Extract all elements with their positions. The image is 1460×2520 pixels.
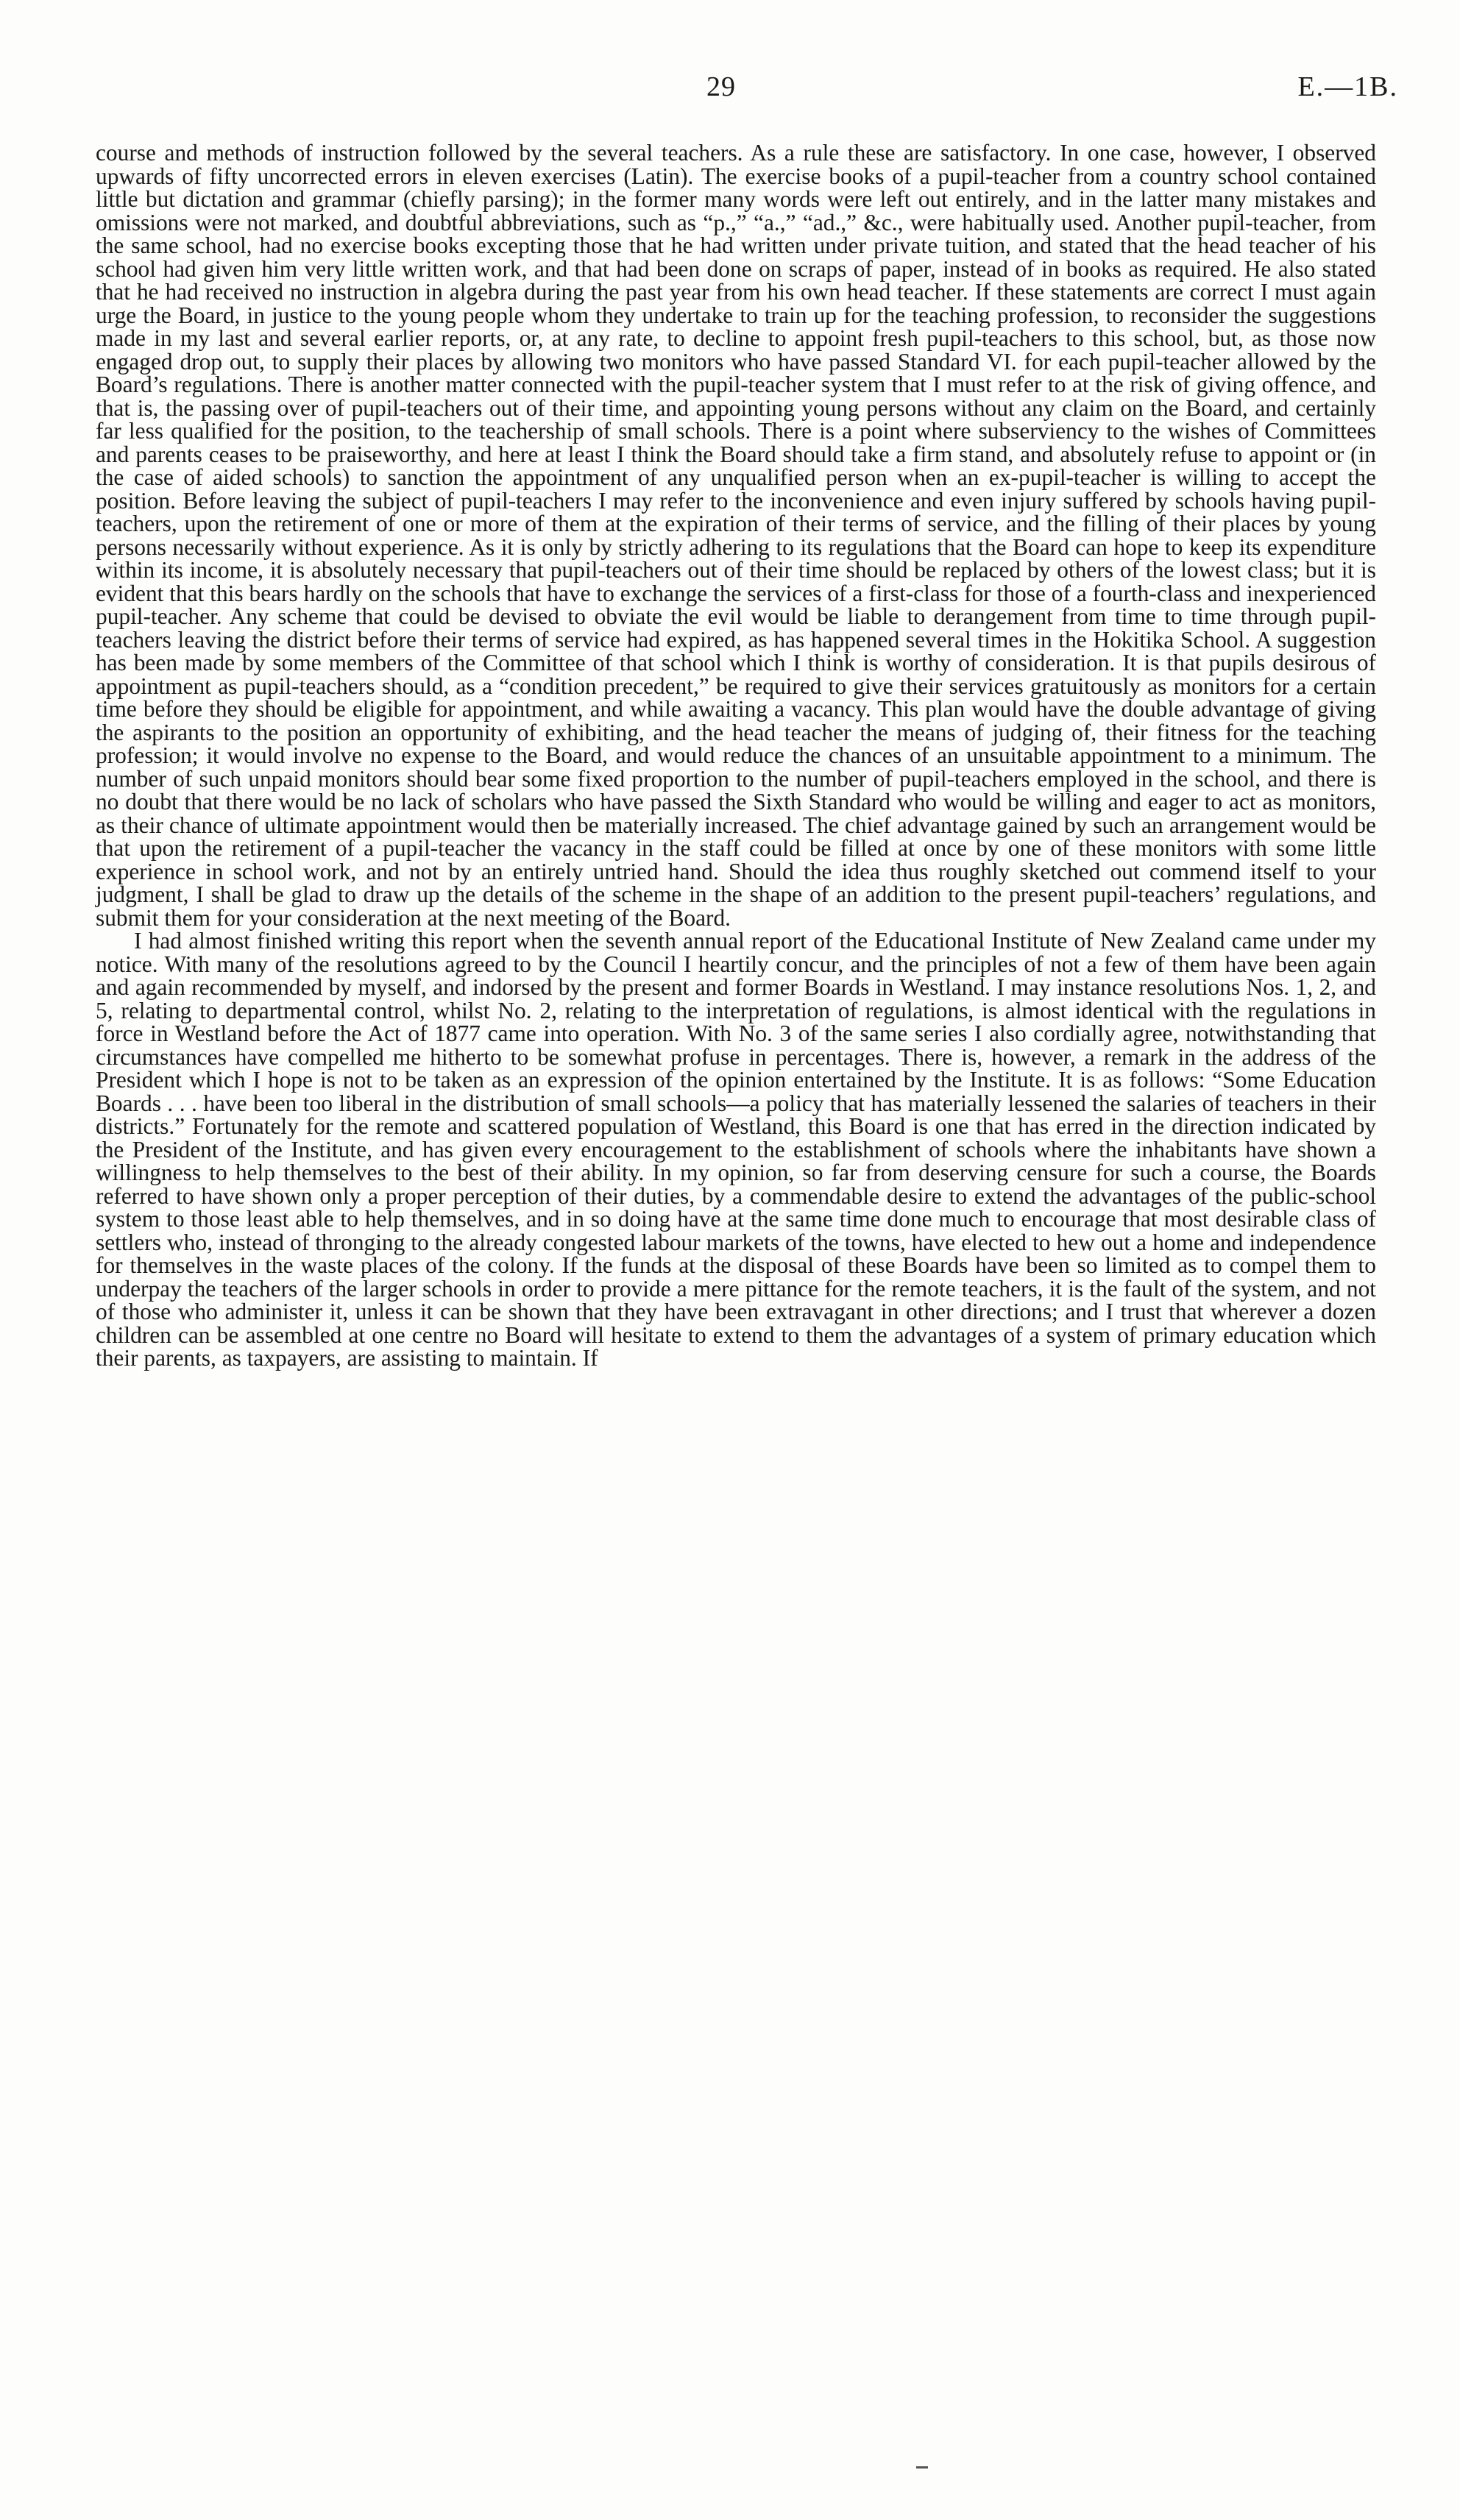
body-text <box>96 141 1376 1370</box>
document-reference: E.—1B. <box>1297 71 1398 102</box>
page-number: 29 <box>706 71 736 102</box>
page-header <box>96 71 1398 115</box>
paragraph-educational-institute: I had almost finished writing this report when the seventh annual report of the Educational Institute of New Zealand came under my notice. With many of the resolutions agreed to by the Council I heartily concur, and the principles of not a few of them have been again and again recommended by myself, and indorsed by the present and former Boards in Westland. I may instance resolutions Nos. 1, 2, and 5, relating to departmental control, whilst No. 2, relating to the interpretation of regulations, is almost identical with the regulations in force in Westland before the Act of 1877 came into operation. With No. 3 of the same series I also cordially agree, notwithstanding that circumstances have compelled me hitherto to be somewhat profuse in percentages. There is, however, a remark in the address of the President which I hope is not to be taken as an expression of the opinion entertained by the Institute. It is as follows: “Some Education Boards . . . have been too liberal in the distribution of small schools—a policy that has materially lessened the salaries of teachers in their districts.” Fortunately for the remote and scattered population of Westland, this Board is one that has erred in the direction indicated by the President of the Institute, and has given every encouragement to the establishment of schools where the inhabitants have shown a willingness to help themselves to the best of their ability. In my opinion, so far from deserving censure for such a course, the Boards referred to have shown only a proper perception of their duties, by a commendable desire to extend the advantages of the public-school system to those least able to help themselves, and in so doing have at the same time done much to encourage that most desirable class of settlers who, instead of thronging to the already congested labour markets of the towns, have elected to hew out a home and independence for themselves in the waste places of the colony. If the funds at the disposal of these Boards have been so limited as to compel them to underpay the teachers of the larger schools in order to provide a mere pittance for the remote teachers, it is the fault of the system, and not of those who administer it, unless it can be shown that they have been extravagant in other directions; and I trust that wherever a dozen children can be assembled at one centre no Board will hesitate to extend to them the advantages of a system of primary education which their parents, as taxpayers, are assisting to maintain. If <box>96 928 1376 1371</box>
print-mark <box>916 2466 928 2468</box>
paragraph-pupil-teachers: course and methods of instruction followed by the several teachers. As a rule these are satisfactory. In one case, however, I observed upwards of fifty uncorrected errors in eleven exercises (Latin). The exercise books of a pupil-teacher from a country school contained little but dictation and grammar (chiefly parsing); in the former many words were left out entirely, and in the latter many mistakes and omissions were not marked, and doubtful abbreviations, such as “p.,” “a.,” “ad.,” &c., were habitually used. Another pupil-teacher, from the same school, had no exercise books excepting those that he had written under private tuition, and stated that the head teacher of his school had given him very little written work, and that had been done on scraps of paper, instead of in books as required. He also stated that he had received no instruction in algebra during the past year from his own head teacher. If these statements are correct I must again urge the Board, in justice to the young people whom they undertake to train up for the teaching profession, to reconsider the suggestions made in my last and several earlier reports, or, at any rate, to decline to appoint fresh pupil-teachers to this school, but, as those now engaged drop out, to supply their places by allowing two monitors who have passed Standard VI. for each pupil-teacher allowed by the Board’s regulations. There is another matter connected with the pupil-teacher system that I must refer to at the risk of giving offence, and that is, the passing over of pupil-teachers out of their time, and appointing young persons without any claim on the Board, and certainly far less qualified for the position, to the teachership of small schools. There is a point where subserviency to the wishes of Committees and parents ceases to be praiseworthy, and here at least I think the Board should take a firm stand, and absolutely refuse to appoint or (in the case of aided schools) to sanction the appointment of any unqualified person when an ex-pupil-teacher is willing to accept the position. Before leaving the subject of pupil-teachers I may refer to the inconvenience and even injury suffered by schools having pupil-teachers, upon the retirement of one or more of them at the expiration of their terms of service, and the filling of their places by young persons necessarily without experience. As it is only by strictly adhering to its regulations that the Board can hope to keep its expenditure within its income, it is absolutely necessary that pupil-teachers out of their time should be replaced by others of the lowest class; but it is evident that this bears hardly on the schools that have to exchange the services of a first-class for those of a fourth-class and inexperienced pupil-teacher. Any scheme that could be devised to obviate the evil would be liable to derangement from time to time through pupil-teachers leaving the district before their terms of service had expired, as has happened several times in the Hokitika School. A suggestion has been made by some members of the Committee of that school which I think is worthy of consideration. It is that pupils desirous of appointment as pupil-teachers should, as a “condition precedent,” be required to give their services gratuitously as monitors for a certain time before they should be eligible for appointment, and while awaiting a vacancy. This plan would have the double advantage of giving the aspirants to the position an opportunity of exhibiting, and the head teacher the means of judging of, their fitness for the teaching profession; it would involve no expense to the Board, and would reduce the chances of an unsuitable appointment to a minimum. The number of such unpaid monitors should bear some fixed proportion to the number of pupil-teachers employed in the school, and there is no doubt that there would be no lack of scholars who have passed the Sixth Standard who would be willing and eager to act as monitors, as their chance of ultimate appointment would then be materially increased. The chief advantage gained by such an arrangement would be that upon the retirement of a pupil-teacher the vacancy in the staff could be filled at once by one of these monitors with some little experience in school work, and not by an entirely untried hand. Should the idea thus roughly sketched out commend itself to your judgment, I shall be glad to draw up the details of the scheme in the shape of an addition to the present pupil-teachers’ regulations, and submit them for your consideration at the next meeting of the Board. <box>96 140 1376 931</box>
